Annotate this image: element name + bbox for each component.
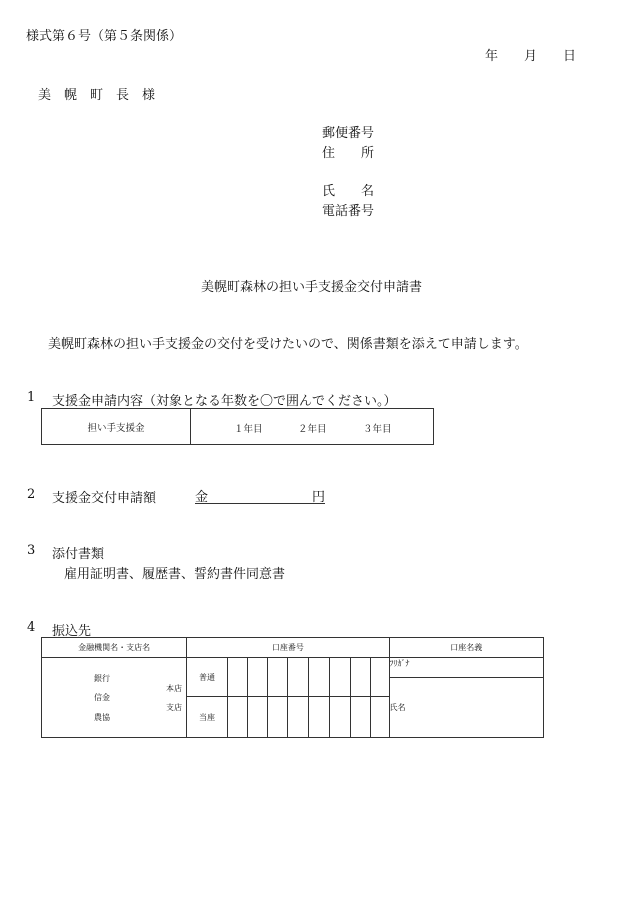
col-bank-header: 金融機関名・支店名	[42, 638, 187, 658]
account-digit-3b[interactable]	[267, 697, 287, 738]
date-month: 月	[524, 49, 538, 64]
branch-type-branch[interactable]: 支店	[166, 703, 182, 712]
date-year: 年	[485, 49, 499, 64]
account-digit-8b[interactable]	[371, 697, 389, 738]
col-holder-header: 口座名義	[389, 638, 543, 658]
section2-number: 2	[27, 487, 36, 502]
section2-heading: 支援金交付申請額	[52, 491, 157, 506]
section3-heading: 添付書類	[52, 547, 105, 562]
amount-field[interactable]	[195, 486, 325, 504]
account-digit-2b[interactable]	[247, 697, 267, 738]
section4-number: 4	[27, 620, 36, 635]
postal-code-label: 郵便番号	[322, 126, 375, 141]
section1-heading: 支援金申請内容（対象となる年数を〇で囲んでください。）	[52, 394, 397, 409]
account-digit-6b[interactable]	[329, 697, 351, 738]
account-digit-5b[interactable]	[308, 697, 329, 738]
bank-name-cell[interactable]	[42, 658, 187, 738]
year-option-3[interactable]: ３年目	[363, 424, 392, 435]
account-digit-5[interactable]	[308, 658, 329, 697]
year-options-cell	[191, 409, 434, 445]
account-digit-4[interactable]	[287, 658, 308, 697]
account-digit-7b[interactable]	[351, 697, 371, 738]
amount-prefix: 金	[195, 490, 209, 505]
bank-type-bank[interactable]: 銀行	[94, 674, 110, 683]
section1-number: 1	[27, 390, 36, 405]
intro-text: 美幌町森林の担い手支援金の交付を受けたいので、関係書類を添えて申請します。	[48, 337, 528, 352]
account-type-checking[interactable]: 当座	[187, 697, 227, 738]
branch-type-main[interactable]: 本店	[166, 684, 182, 693]
section3-number: 3	[27, 543, 36, 558]
account-type-savings[interactable]: 普通	[187, 658, 227, 697]
account-digit-1b[interactable]	[227, 697, 247, 738]
account-digit-6[interactable]	[329, 658, 351, 697]
year-option-1[interactable]: １年目	[234, 424, 263, 435]
holder-name-label: 氏名	[389, 703, 406, 712]
form-number: 様式第６号（第５条関係）	[26, 29, 183, 44]
account-digit-8[interactable]	[371, 658, 389, 697]
furigana-label: ﾌﾘｶﾞﾅ	[389, 659, 410, 668]
holder-name-cell[interactable]	[389, 678, 543, 738]
phone-label: 電話番号	[322, 204, 375, 219]
section1-table	[41, 408, 434, 445]
account-digit-7[interactable]	[351, 658, 371, 697]
bank-type-shinkin[interactable]: 信金	[94, 693, 110, 702]
account-digit-4b[interactable]	[287, 697, 308, 738]
address-label: 住 所	[322, 146, 375, 161]
addressee: 美 幌 町 長 様	[38, 88, 156, 103]
year-option-2[interactable]: ２年目	[298, 424, 327, 435]
col-account-header: 口座番号	[187, 638, 389, 658]
date-day: 日	[563, 49, 577, 64]
furigana-cell[interactable]	[389, 658, 543, 678]
bank-type-nokyo[interactable]: 農協	[94, 713, 110, 722]
account-digit-2[interactable]	[247, 658, 267, 697]
support-label: 担い手支援金	[42, 409, 191, 445]
name-label: 氏 名	[322, 184, 375, 199]
document-title: 美幌町森林の担い手支援金交付申請書	[201, 280, 423, 295]
amount-suffix: 円	[311, 490, 325, 505]
bank-table	[41, 637, 544, 738]
account-digit-3[interactable]	[267, 658, 287, 697]
section4-heading: 振込先	[52, 624, 92, 639]
account-digit-1[interactable]	[227, 658, 247, 697]
attached-documents: 雇用証明書、履歴書、誓約書件同意書	[64, 567, 286, 582]
